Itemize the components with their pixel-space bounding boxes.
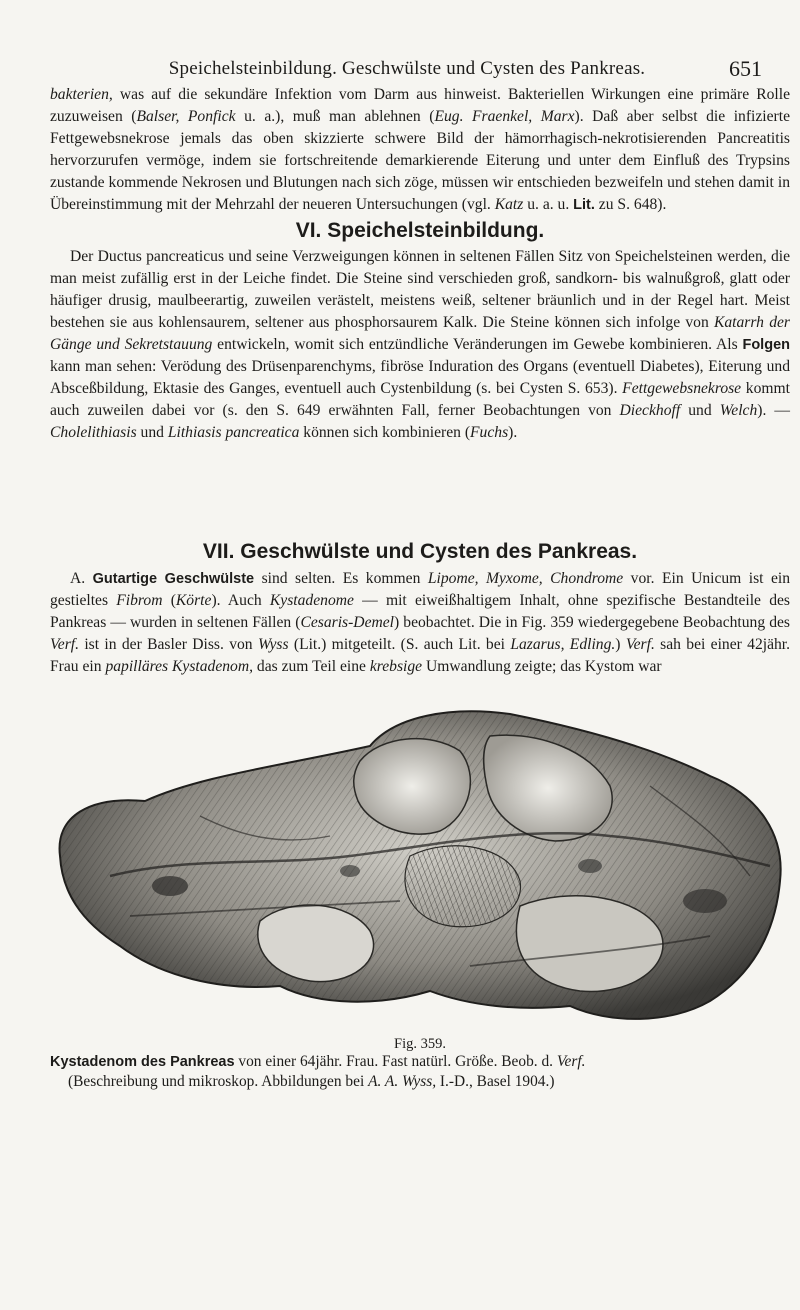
text-span: krebsige — [369, 658, 423, 675]
text-span: ). — — [757, 402, 791, 419]
text-span: (Lit.) mitgeteilt. (S. auch Lit. bei — [288, 636, 511, 653]
text-span: entwickeln, womit sich entzündliche Veränderungen im Gewebe kombinieren. Als — [212, 336, 743, 353]
text-span: ) — [615, 636, 626, 653]
text-span: Dieckhoff — [619, 402, 681, 419]
text-span: Welch — [719, 402, 758, 419]
paragraph-section-vii — [50, 568, 790, 678]
section-heading-vii: VII. Geschwülste und Cysten des Pankreas. — [202, 540, 638, 563]
text-span: Katz — [494, 196, 524, 213]
caption-text: (Beschreibung und mikroskop. Abbildungen bei — [68, 1073, 369, 1090]
text-span: Lipome, Myxome, Chondrome — [427, 570, 624, 587]
text-span: Folgen — [742, 337, 790, 353]
text-span: Lazarus, Edling. — [510, 636, 616, 653]
text-span: Fettgewebsnekrose — [622, 380, 742, 397]
page-number: 651 — [729, 56, 762, 81]
text-span: zu S. 648). — [594, 196, 667, 213]
figure-359-illustration — [50, 706, 790, 1028]
text-span: Wyss — [257, 636, 289, 653]
text-span: können sich kombinieren ( — [299, 424, 471, 441]
text-span: Verf. — [50, 636, 80, 653]
text-span: u. a.), muß man ablehnen ( — [235, 108, 435, 125]
text-span: vor. Ein Unicum ist ein gestieltes — [50, 570, 791, 609]
text-span: Fuchs — [470, 424, 509, 441]
text-span: sah bei einer 42jähr. Frau ein — [50, 636, 791, 675]
text-span: Verf. — [625, 636, 655, 653]
caption-author: A. A. Wyss, — [368, 1073, 437, 1090]
section-heading-vi: VI. Speichelsteinbildung. — [295, 219, 545, 242]
caption-text: von einer 64jähr. Frau. Fast natürl. Größe. Beob. d. — [234, 1053, 557, 1070]
text-span: ( — [162, 592, 176, 609]
text-span: ist in der Basler Diss. von — [79, 636, 258, 653]
text-span: und — [136, 424, 168, 441]
paragraph-intro — [50, 84, 790, 216]
text-span: bakterien, — [50, 86, 113, 103]
text-span: Kystadenome — [269, 592, 354, 609]
text-span: ). Auch — [211, 592, 270, 609]
text-span: ) beobachtet. Die in Fig. 359 wiedergegebene Beobachtung des — [394, 614, 790, 631]
paragraph-section-vi — [50, 246, 790, 444]
figure-caption — [50, 1052, 790, 1092]
text-span: Lithiasis pancreatica — [167, 424, 300, 441]
text-span: Lit. — [573, 197, 595, 213]
caption-title: Kystadenom des Pankreas — [50, 1054, 235, 1070]
text-span: Eug. Fraenkel, Marx — [434, 108, 575, 125]
text-span: kann man sehen: Verödung des Drüsenparenchyms, fibröse Induration des Organs (eventuell Diabetes), Eiterung und Absceßbildung, Ektasie des Ganges, eventuell auch Cystenbildung (s. bei Cysten S. 653). — [50, 358, 790, 397]
text-span: und — [680, 402, 720, 419]
text-span: Umwandlung zeigte; das Kystom war — [422, 658, 662, 675]
text-span: kommt auch zuweilen dabei vor (s. den S. 649 erwähnten Fall, ferner Beobachtungen von — [50, 380, 790, 419]
text-span: Balser, Ponfick — [136, 108, 236, 125]
text-span: — mit eiweißhaltigem Inhalt, ohne spezifische Bestandteile des Pankreas — wurden in seltenen Fällen ( — [50, 592, 790, 631]
caption-text: Verf. — [556, 1053, 586, 1070]
caption-text: I.-D., Basel 1904.) — [436, 1073, 555, 1090]
text-span: das zum Teil eine — [253, 658, 370, 675]
text-span: papilläres Kystadenom, — [105, 658, 253, 675]
text-span: Der Ductus pancreaticus und seine Verzweigungen können in seltenen Fällen Sitz von Speichelsteinen werden, die man meist zufällig erst in der Leiche findet. Die Steine sind verschieden groß, sandkorn- bis walnußgroß, glatt oder häufiger drusig, maulbeerartig, zuweilen verästelt, meistens weiß, seltener bräunlich und in der Regel hart. Meist bestehen sie aus kohlensaurem, seltener aus phosphorsaurem Kalk. Die Steine können sich infolge von — [50, 248, 790, 331]
text-span: Cholelithiasis — [50, 424, 137, 441]
text-span: u. a. u. — [523, 196, 574, 213]
kystadenom-illustration — [50, 706, 790, 1028]
text-span: Körte — [175, 592, 212, 609]
text-span: was auf die sekundäre Infektion vom Darm aus hinweist. Bakteriellen Wirkungen eine primäre Rolle zuzuweisen ( — [50, 86, 790, 125]
text-span: Katarrh der Gänge und Sekretstauung — [50, 314, 790, 353]
figure-label: Fig. 359. — [394, 1036, 446, 1052]
running-title: Speichelsteinbildung. Geschwülste und Cysten des Pankreas. — [168, 58, 646, 79]
text-span: A. — [70, 570, 93, 587]
text-span: Cesaris-Demel — [300, 614, 395, 631]
text-span: ). — [508, 424, 518, 441]
text-span: sind selten. Es kommen — [254, 570, 428, 587]
text-span: ). Daß aber selbst die infizierte Fettgewebsnekrose jemals das oben skizzierte schwere Bild der hämorrhagisch-nekrotisierenden Pancreatitis hervorzurufen vermöge, indem sie fortschreitende demarkierende Eiterung und unter dem Einfluß des Trypsins zustande kommende Nekrosen und Blutungen nach sich zöge, müssen wir entschieden bezweifeln und stehen damit in Übereinstimmung mit der Mehrzahl der neueren Untersuchungen (vgl. — [50, 108, 790, 213]
text-span: Gutartige Geschwülste — [92, 571, 255, 587]
text-span: Fibrom — [116, 592, 163, 609]
